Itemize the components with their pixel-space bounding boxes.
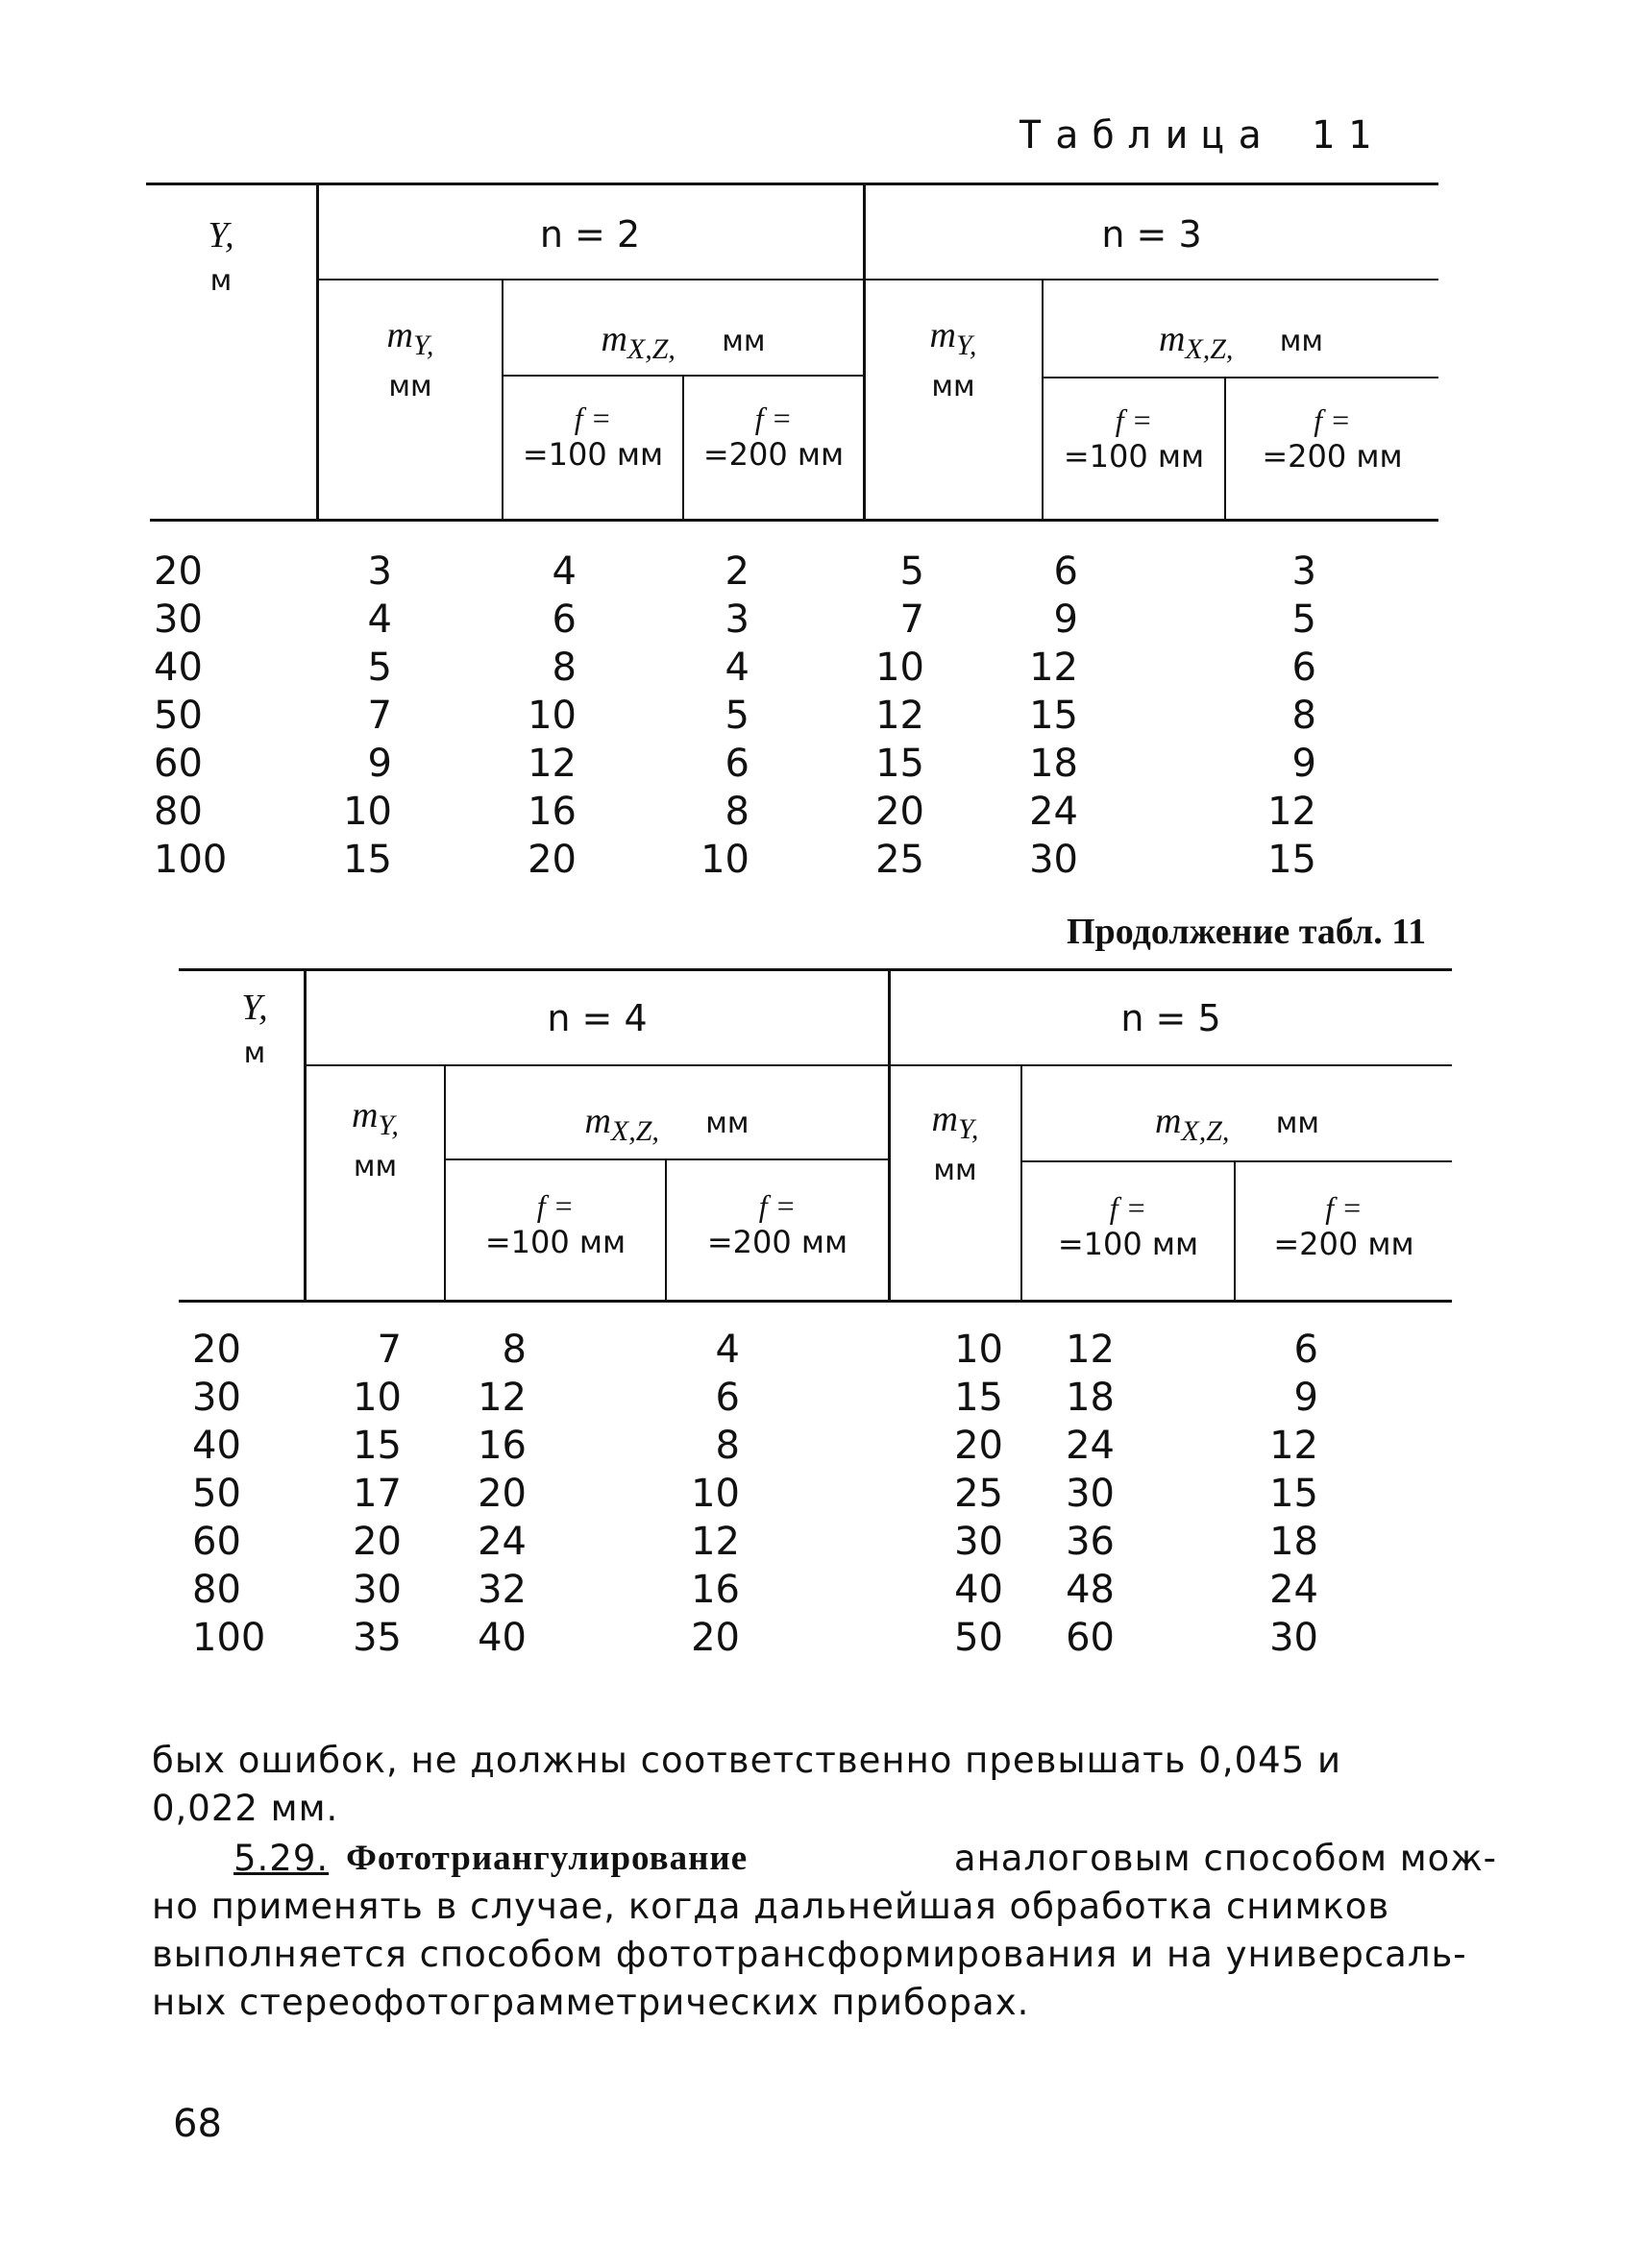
table-1-group-n2: n = 2 (539, 213, 641, 256)
mxz-subscript: X,Z, (610, 1115, 659, 1147)
table-1-f200-header (684, 400, 863, 473)
table-cell: 10 (691, 1472, 740, 1516)
row-y-value: 40 (192, 1424, 241, 1468)
table-cell: 7 (899, 597, 924, 642)
table-cell: 20 (954, 1424, 1003, 1468)
table-1-f200-header (1226, 402, 1438, 475)
section-number: 5.29. (233, 1838, 330, 1879)
mxz-subscript: X,Z, (1181, 1115, 1230, 1147)
y-label: Y, (241, 988, 268, 1028)
table-2-f200-header (667, 1187, 888, 1260)
my-subscript: Y, (413, 329, 434, 361)
table-cell: 15 (343, 838, 392, 882)
paragraph-2-line-3: выполняется способом фототрансформирования и на универсаль- (152, 1934, 1467, 1975)
table-cell: 6 (725, 742, 749, 786)
section-title: Фототриангулирование (346, 1839, 749, 1878)
row-y-value: 50 (192, 1472, 241, 1516)
row-y-value: 100 (154, 838, 228, 882)
table-cell: 30 (1029, 838, 1078, 882)
paragraph-1 (152, 1737, 1497, 1833)
paragraph-2 (152, 1835, 1497, 2027)
mxz-unit: мм (1275, 1107, 1320, 1140)
y-label: Y, (208, 215, 234, 256)
f-label: f = (1109, 1190, 1147, 1225)
row-y-value: 80 (154, 790, 203, 834)
table-2-my-header (890, 1097, 1020, 1188)
table-cell: 30 (353, 1568, 402, 1612)
table-cell: 10 (954, 1328, 1003, 1372)
table-cell: 24 (1029, 790, 1078, 834)
table-cell: 24 (478, 1520, 527, 1564)
table-2-my-header (307, 1093, 444, 1184)
table-caption: Таблица 11 (1019, 113, 1385, 158)
table-cell: 30 (1269, 1616, 1318, 1660)
f200-value: =200 мм (1262, 438, 1403, 475)
table-1-group-rule (317, 279, 1438, 280)
row-y-value: 30 (154, 597, 203, 642)
paragraph-2-line-4: ных стереофотограмметрических приборах. (152, 1982, 1030, 2023)
table-cell: 4 (552, 549, 577, 594)
f-label: f = (574, 401, 612, 435)
table-cell: 25 (875, 838, 924, 882)
table-cell: 7 (377, 1328, 402, 1372)
mxz-unit: мм (722, 325, 766, 358)
table-cell: 16 (478, 1424, 527, 1468)
table-cell: 20 (528, 838, 577, 882)
table-2-f200-header (1236, 1189, 1452, 1262)
f-label: f = (1115, 402, 1153, 437)
table-1-my-header (319, 313, 502, 404)
table-cell: 10 (875, 646, 924, 690)
page-number: 68 (173, 2102, 222, 2146)
table-cell: 3 (367, 549, 392, 594)
f200-value: =200 мм (1273, 1226, 1414, 1262)
table-cell: 5 (725, 694, 749, 738)
table-cell: 12 (1066, 1328, 1115, 1372)
table-cell: 15 (353, 1424, 402, 1468)
table-1-group-n3: n = 3 (1101, 213, 1202, 256)
mxz-subscript: X,Z, (626, 333, 676, 365)
table-1-vrule (1042, 279, 1044, 519)
table-cell: 20 (875, 790, 924, 834)
table-cell: 20 (353, 1520, 402, 1564)
f100-value: =100 мм (484, 1224, 626, 1260)
mxz-symbol: m (601, 319, 627, 359)
table-cell: 15 (1269, 1472, 1318, 1516)
table-2-f100-header (1022, 1189, 1234, 1262)
y-unit: м (209, 264, 233, 298)
f100-value: =100 мм (1057, 1226, 1199, 1262)
table-cell: 3 (1291, 549, 1316, 594)
table-2-group-n5: n = 5 (1120, 997, 1221, 1039)
table-2-group-n4: n = 4 (547, 997, 648, 1039)
paragraph-1-line-1: бых ошибок, не должны соответственно превышать 0,045 и (152, 1740, 1342, 1781)
table-1-vrule (502, 279, 504, 519)
my-unit: мм (388, 370, 432, 403)
table-1-f100-header (1044, 402, 1224, 475)
paragraph-1-line-2: 0,022 мм. (152, 1788, 339, 1829)
row-y-value: 60 (192, 1520, 241, 1564)
table-cell: 24 (1066, 1424, 1115, 1468)
table-cell: 12 (1269, 1424, 1318, 1468)
f-label: f = (754, 401, 793, 435)
table-cell: 12 (875, 694, 924, 738)
table-2-top-rule (179, 968, 1452, 971)
table-cell: 5 (899, 549, 924, 594)
my-unit: мм (353, 1150, 398, 1183)
table-cell: 15 (875, 742, 924, 786)
row-y-value: 60 (154, 742, 203, 786)
table-2-bottom-rule (179, 1300, 1452, 1303)
table-cell: 4 (715, 1328, 740, 1372)
table-2-mxz-header (1022, 1099, 1452, 1148)
table-cell: 16 (691, 1568, 740, 1612)
f-label: f = (758, 1188, 797, 1223)
table-cell: 6 (715, 1376, 740, 1420)
table-cell: 18 (1269, 1520, 1318, 1564)
f-label: f = (1325, 1190, 1363, 1225)
my-unit: мм (931, 370, 975, 403)
table-cell: 30 (954, 1520, 1003, 1564)
table-cell: 8 (1291, 694, 1316, 738)
table-cell: 9 (367, 742, 392, 786)
table-cell: 10 (353, 1376, 402, 1420)
paragraph-2-line-2: но применять в случае, когда дальнейшая обработка снимков (152, 1886, 1390, 1927)
table-cell: 48 (1066, 1568, 1115, 1612)
table-cell: 3 (725, 597, 749, 642)
my-symbol: m (931, 1099, 958, 1139)
table-cell: 32 (478, 1568, 527, 1612)
f200-value: =200 мм (706, 1224, 848, 1260)
table-cell: 40 (954, 1568, 1003, 1612)
f100-value: =100 мм (522, 436, 664, 473)
table-cell: 24 (1269, 1568, 1318, 1612)
table-cell: 6 (1053, 549, 1078, 594)
my-unit: мм (933, 1154, 977, 1187)
table-cell: 36 (1066, 1520, 1115, 1564)
table-cell: 20 (478, 1472, 527, 1516)
table-cell: 18 (1029, 742, 1078, 786)
table-cell: 8 (725, 790, 749, 834)
table-cell: 5 (1291, 597, 1316, 642)
mxz-unit: мм (705, 1107, 749, 1140)
table-cell: 15 (1029, 694, 1078, 738)
row-y-value: 40 (154, 646, 203, 690)
table-2-f100-header (446, 1187, 665, 1260)
table-cell: 6 (1293, 1328, 1318, 1372)
my-symbol: m (386, 315, 413, 355)
y-unit: м (243, 1036, 266, 1070)
paragraph-2-line-1 (152, 1835, 1497, 1883)
table-cell: 60 (1066, 1616, 1115, 1660)
table-1-y-header (173, 213, 269, 299)
table-1-sub-rule-right (1043, 377, 1438, 378)
table-cell: 35 (353, 1616, 402, 1660)
table-cell: 8 (502, 1328, 527, 1372)
table-cell: 17 (353, 1472, 402, 1516)
table-cell: 8 (715, 1424, 740, 1468)
table-cell: 5 (367, 646, 392, 690)
table-1-my-header (865, 313, 1042, 404)
table-cell: 6 (552, 597, 577, 642)
table-cell: 2 (725, 549, 749, 594)
table-cell: 9 (1293, 1376, 1318, 1420)
f-label: f = (536, 1188, 575, 1223)
table-cell: 4 (725, 646, 749, 690)
table-2-group-rule (306, 1064, 1452, 1066)
table-cell: 20 (691, 1616, 740, 1660)
table-cell: 40 (478, 1616, 527, 1660)
mxz-symbol: m (584, 1101, 611, 1141)
table-cell: 18 (1066, 1376, 1115, 1420)
row-y-value: 20 (192, 1328, 241, 1372)
table-1-f100-header (504, 400, 682, 473)
my-symbol: m (352, 1095, 379, 1135)
table-cell: 8 (552, 646, 577, 690)
table-1-bottom-rule (150, 519, 1438, 522)
table-cell: 12 (691, 1520, 740, 1564)
table-2-y-header (211, 986, 298, 1071)
table-cell: 12 (478, 1376, 527, 1420)
table-1-mxz-header (504, 317, 863, 366)
table-cell: 30 (1066, 1472, 1115, 1516)
table-cell: 15 (1267, 838, 1316, 882)
table-cell: 12 (1029, 646, 1078, 690)
table-cell: 6 (1291, 646, 1316, 690)
table-cell: 12 (528, 742, 577, 786)
table-cell: 10 (343, 790, 392, 834)
mxz-symbol: m (1154, 1101, 1182, 1141)
table-2-sub-rule-right (1020, 1160, 1452, 1162)
row-y-value: 20 (154, 549, 203, 594)
row-y-value: 100 (192, 1616, 266, 1660)
my-symbol: m (929, 315, 956, 355)
my-subscript: Y, (956, 329, 977, 361)
f100-value: =100 мм (1063, 438, 1205, 475)
f-label: f = (1314, 402, 1351, 437)
mxz-symbol: m (1158, 319, 1186, 359)
my-subscript: Y, (958, 1113, 979, 1145)
row-y-value: 30 (192, 1376, 241, 1420)
table-1-top-rule (146, 183, 1438, 185)
table-cell: 15 (954, 1376, 1003, 1420)
my-subscript: Y, (378, 1110, 399, 1141)
table-cell: 16 (528, 790, 577, 834)
table-cell: 9 (1291, 742, 1316, 786)
row-y-value: 50 (154, 694, 203, 738)
table-cell: 12 (1267, 790, 1316, 834)
f200-value: =200 мм (702, 436, 845, 473)
table-1-mxz-header (1044, 317, 1438, 366)
mxz-subscript: X,Z, (1185, 333, 1234, 365)
table-cell: 9 (1053, 597, 1078, 642)
paragraph-2-line-1-rest: аналоговым способом мож- (953, 1838, 1497, 1879)
table-cell: 50 (954, 1616, 1003, 1660)
row-y-value: 80 (192, 1568, 241, 1612)
table-cell: 10 (528, 694, 577, 738)
table-cell: 4 (367, 597, 392, 642)
continuation-caption: Продолжение табл. 11 (1067, 912, 1427, 952)
table-cell: 7 (367, 694, 392, 738)
table-cell: 25 (954, 1472, 1003, 1516)
mxz-unit: мм (1279, 325, 1324, 358)
table-cell: 10 (700, 838, 749, 882)
table-2-mxz-header (446, 1099, 888, 1148)
